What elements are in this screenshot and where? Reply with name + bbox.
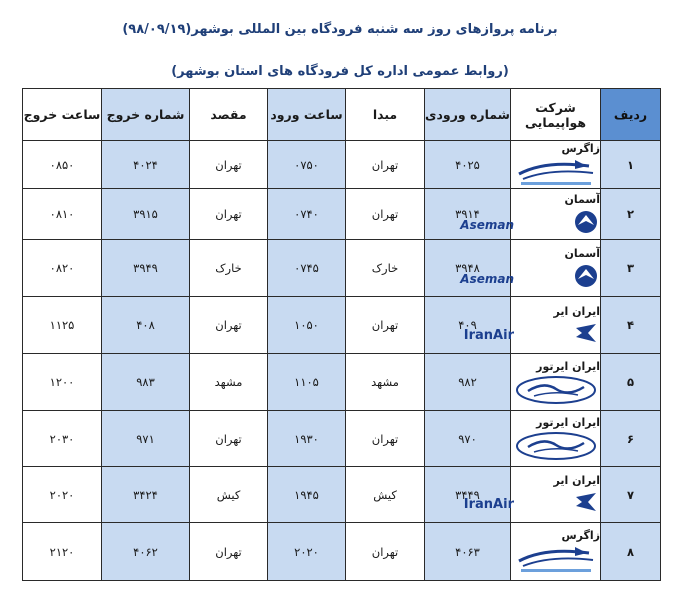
airline-name: زاگرس bbox=[561, 529, 600, 542]
zagros-logo-icon bbox=[515, 544, 597, 574]
departure-time-cell: ۲۰۲۰ bbox=[23, 467, 102, 523]
destination-cell: تهران bbox=[190, 523, 268, 581]
destination-cell: تهران bbox=[190, 411, 268, 467]
header-destination: مقصد bbox=[190, 89, 268, 141]
arrival-time-cell: ۱۹۳۰ bbox=[268, 411, 346, 467]
svg-text:IranAir: IranAir bbox=[463, 327, 514, 343]
departure-time-cell: ۰۸۱۰ bbox=[23, 189, 102, 240]
destination-cell: کیش bbox=[190, 467, 268, 523]
table-row bbox=[23, 523, 661, 581]
arrival-time-cell: ۱۱۰۵ bbox=[268, 354, 346, 411]
departure-time-cell: ۱۱۲۵ bbox=[23, 297, 102, 354]
arrival-time-cell: ۱۰۵۰ bbox=[268, 297, 346, 354]
header-airline: شرکت هواپیمایی bbox=[511, 89, 601, 141]
row-number: ۱ bbox=[601, 141, 661, 189]
airline-name: آسمان bbox=[564, 246, 600, 260]
arrival-number-cell: ۹۸۲ bbox=[425, 354, 511, 411]
header-departure-time: ساعت خروج bbox=[23, 89, 102, 141]
airline-cell bbox=[511, 523, 601, 581]
airline-cell bbox=[511, 354, 601, 411]
departure-number-cell: ۴۰۶۲ bbox=[102, 523, 190, 581]
svg-text:IranAir: IranAir bbox=[463, 497, 514, 512]
arrival-number-cell: ۴۰۶۳ bbox=[425, 523, 511, 581]
row-number: ۳ bbox=[601, 240, 661, 297]
departure-number-cell: ۹۷۱ bbox=[102, 411, 190, 467]
header-row-number: ردیف bbox=[601, 89, 661, 141]
row-number: ۵ bbox=[601, 354, 661, 411]
departure-time-cell: ۲۱۲۰ bbox=[23, 523, 102, 581]
airline-name: ایران ایر bbox=[553, 304, 600, 318]
airline-name: زاگرس bbox=[561, 142, 600, 155]
departure-time-cell: ۲۰۳۰ bbox=[23, 411, 102, 467]
arrival-time-cell: ۰۷۵۰ bbox=[268, 141, 346, 189]
page-title: برنامه پروازهای روز سه شنبه فرودگاه بین المللی بوشهر(۹۸/۰۹/۱۹) bbox=[122, 22, 558, 37]
departure-number-cell: ۹۸۳ bbox=[102, 354, 190, 411]
svg-text:Aseman: Aseman bbox=[459, 271, 514, 286]
destination-cell: تهران bbox=[190, 297, 268, 354]
flight-schedule-table bbox=[22, 88, 661, 581]
airline-name: ایران ایر bbox=[553, 474, 600, 487]
departure-number-cell: ۳۹۱۵ bbox=[102, 189, 190, 240]
arrival-number-cell: ۴۰۲۵ bbox=[425, 141, 511, 189]
table-row bbox=[23, 297, 661, 354]
departure-number-cell: ۴۰۸ bbox=[102, 297, 190, 354]
airline-name: ایران ایرتور bbox=[536, 416, 600, 429]
departure-time-cell: ۰۸۲۰ bbox=[23, 240, 102, 297]
departure-number-cell: ۳۴۲۴ bbox=[102, 467, 190, 523]
airline-cell bbox=[511, 411, 601, 467]
departure-number-cell: ۳۹۴۹ bbox=[102, 240, 190, 297]
origin-cell: تهران bbox=[346, 523, 425, 581]
departure-time-cell: ۰۸۵۰ bbox=[23, 141, 102, 189]
table-row bbox=[23, 411, 661, 467]
row-number: ۶ bbox=[601, 411, 661, 467]
arrival-number-cell: ۳۹۱۴ bbox=[425, 189, 511, 240]
table-header-row bbox=[23, 89, 661, 141]
arrival-number-cell: ۹۷۰ bbox=[425, 411, 511, 467]
table-row bbox=[23, 240, 661, 297]
header-arrival-number: شماره ورودی bbox=[425, 89, 511, 141]
destination-cell: خارک bbox=[190, 240, 268, 297]
row-number: ۷ bbox=[601, 467, 661, 523]
airline-name: آسمان bbox=[564, 192, 600, 206]
row-number: ۲ bbox=[601, 189, 661, 240]
origin-cell: تهران bbox=[346, 189, 425, 240]
svg-text:Aseman: Aseman bbox=[459, 217, 514, 232]
iranairtour-logo-icon bbox=[514, 431, 598, 461]
destination-cell: تهران bbox=[190, 189, 268, 240]
header-origin: مبدا bbox=[346, 89, 425, 141]
origin-cell: کیش bbox=[346, 467, 425, 523]
origin-cell: مشهد bbox=[346, 354, 425, 411]
arrival-time-cell: ۲۰۲۰ bbox=[268, 523, 346, 581]
table-row bbox=[23, 141, 661, 189]
zagros-logo-icon bbox=[515, 157, 597, 187]
arrival-number-cell: ۳۹۴۸ bbox=[425, 240, 511, 297]
airline-cell bbox=[511, 141, 601, 189]
table-row bbox=[23, 189, 661, 240]
arrival-time-cell: ۰۷۴۵ bbox=[268, 240, 346, 297]
page-subtitle: (روابط عمومی اداره کل فرودگاه های استان بوشهر) bbox=[171, 64, 509, 79]
row-number: ۸ bbox=[601, 523, 661, 581]
arrival-time-cell: ۱۹۴۵ bbox=[268, 467, 346, 523]
origin-cell: تهران bbox=[346, 297, 425, 354]
row-number: ۴ bbox=[601, 297, 661, 354]
table-row bbox=[23, 354, 661, 411]
table-row bbox=[23, 467, 661, 523]
departure-number-cell: ۴۰۲۴ bbox=[102, 141, 190, 189]
arrival-number-cell: ۴۰۹ bbox=[425, 297, 511, 354]
destination-cell: تهران bbox=[190, 141, 268, 189]
airline-name: ایران ایرتور bbox=[536, 359, 600, 373]
arrival-number-cell: ۳۴۴۹ bbox=[425, 467, 511, 523]
origin-cell: تهران bbox=[346, 141, 425, 189]
destination-cell: مشهد bbox=[190, 354, 268, 411]
origin-cell: تهران bbox=[346, 411, 425, 467]
arrival-time-cell: ۰۷۴۰ bbox=[268, 189, 346, 240]
iranairtour-logo-icon bbox=[514, 375, 598, 405]
origin-cell: خارک bbox=[346, 240, 425, 297]
departure-time-cell: ۱۲۰۰ bbox=[23, 354, 102, 411]
header-arrival-time: ساعت ورود bbox=[268, 89, 346, 141]
header-departure-number: شماره خروج bbox=[102, 89, 190, 141]
